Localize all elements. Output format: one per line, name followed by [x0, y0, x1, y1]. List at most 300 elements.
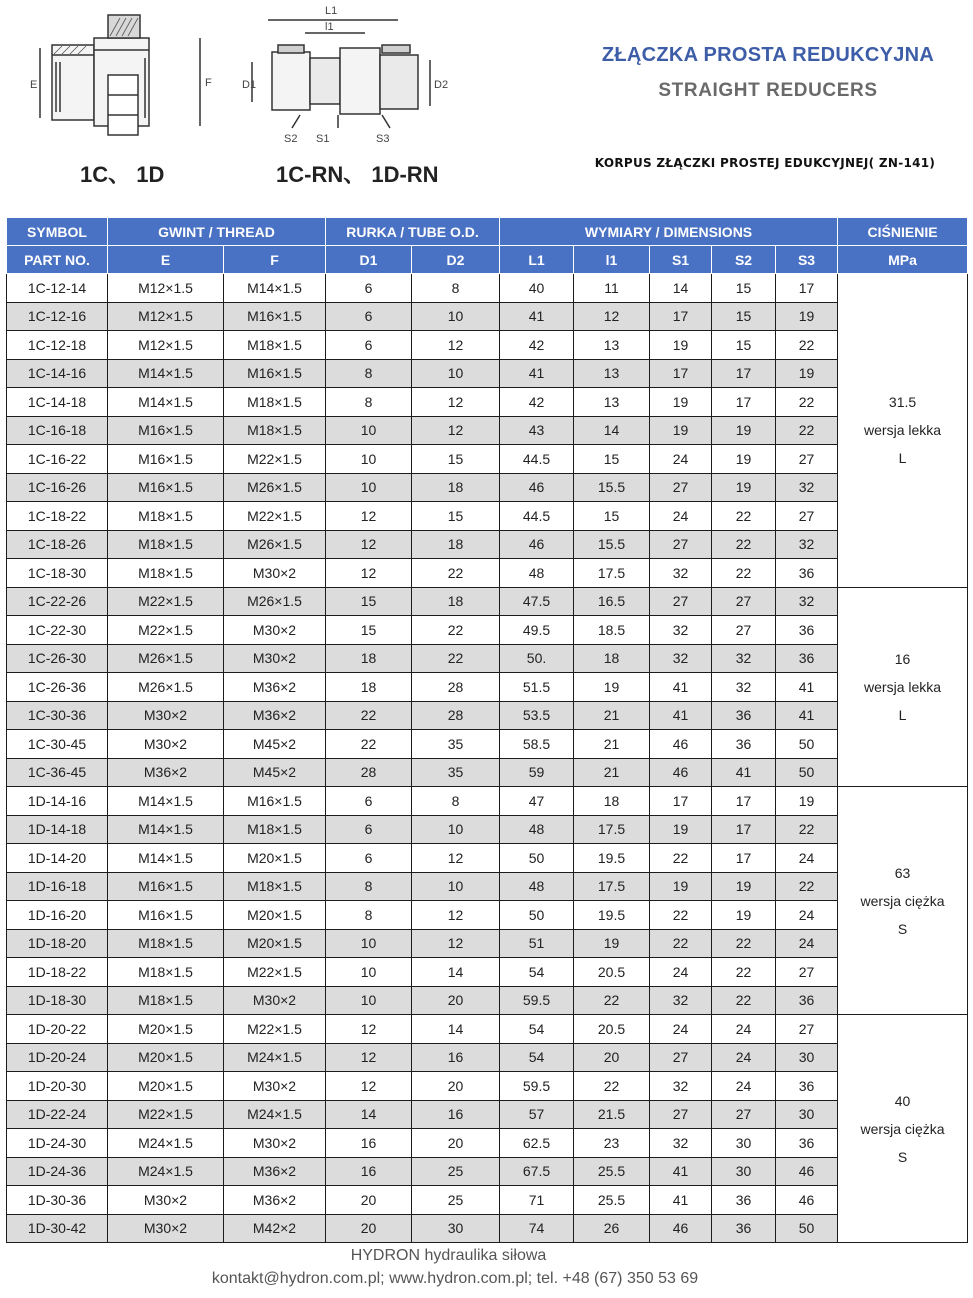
cell-d2: 12 [412, 929, 500, 958]
subtitle: KORPUS ZŁĄCZKI PROSTEJ EDUKCYJNEJ( ZN-141) [594, 156, 936, 170]
cell-l1-small: 20 [574, 1043, 650, 1072]
cell-l1-length: 44.5 [500, 445, 574, 474]
cell-l1-small: 13 [574, 359, 650, 388]
cell-part-no: 1C-36-45 [7, 758, 108, 787]
cell-s2: 15 [712, 331, 776, 360]
cell-s1: 46 [650, 1214, 712, 1243]
table-row [7, 901, 968, 930]
cell-thread-f: M14×1.5 [224, 274, 326, 303]
table-row [7, 559, 968, 588]
cell-d1: 18 [326, 673, 412, 702]
cell-part-no: 1C-18-26 [7, 530, 108, 559]
cell-thread-f: M20×1.5 [224, 901, 326, 930]
cell-part-no: 1C-12-18 [7, 331, 108, 360]
header-F: F [224, 246, 326, 274]
cell-l1-length: 54 [500, 1015, 574, 1044]
cell-l1-length: 42 [500, 331, 574, 360]
pressure-letter: L [898, 450, 907, 467]
drawing-label-1c-rn-1d-rn: 1C-RN、 1D-RN [276, 162, 439, 187]
pressure-mpa: 40 [894, 1092, 911, 1109]
cell-s3: 36 [776, 559, 838, 588]
table-row [7, 587, 968, 616]
dim-F-label: F [205, 77, 212, 89]
spec-table [6, 217, 968, 1243]
cell-l1-small: 15 [574, 445, 650, 474]
table-row [7, 986, 968, 1015]
cell-thread-f: M45×2 [224, 730, 326, 759]
table-row [7, 787, 968, 816]
cell-l1-small: 19.5 [574, 901, 650, 930]
cell-thread-f: M26×1.5 [224, 530, 326, 559]
header-L1: L1 [500, 246, 574, 274]
cell-thread-e: M24×1.5 [108, 1157, 224, 1186]
cell-l1-small: 23 [574, 1129, 650, 1158]
footer-company: HYDRON hydraulika siłowa [350, 1247, 547, 1264]
table-row [7, 844, 968, 873]
cell-l1-length: 41 [500, 359, 574, 388]
cell-l1-length: 59.5 [500, 1072, 574, 1101]
cell-s3: 50 [776, 758, 838, 787]
cell-s1: 19 [650, 815, 712, 844]
cell-s2: 19 [712, 872, 776, 901]
header-S1: S1 [650, 246, 712, 274]
cell-l1-small: 16.5 [574, 587, 650, 616]
cell-d2: 30 [412, 1214, 500, 1243]
cell-d1: 10 [326, 929, 412, 958]
cell-thread-f: M36×2 [224, 1157, 326, 1186]
cell-l1-length: 67.5 [500, 1157, 574, 1186]
cell-thread-e: M16×1.5 [108, 901, 224, 930]
table-row [7, 302, 968, 331]
cell-d1: 10 [326, 958, 412, 987]
cell-s2: 32 [712, 673, 776, 702]
pressure-version: wersja ciężka [860, 1120, 945, 1137]
cell-thread-f: M16×1.5 [224, 302, 326, 331]
cell-s1: 27 [650, 473, 712, 502]
cell-s1: 27 [650, 530, 712, 559]
cell-d1: 10 [326, 986, 412, 1015]
cell-l1-small: 20.5 [574, 1015, 650, 1044]
cell-d2: 22 [412, 559, 500, 588]
cell-d2: 14 [412, 1015, 500, 1044]
cell-s2: 27 [712, 587, 776, 616]
cell-thread-e: M26×1.5 [108, 644, 224, 673]
cell-s1: 27 [650, 1100, 712, 1129]
cell-thread-e: M30×2 [108, 1214, 224, 1243]
pressure-cell [838, 587, 968, 787]
cell-thread-f: M45×2 [224, 758, 326, 787]
cell-l1-small: 22 [574, 1072, 650, 1101]
cell-s3: 24 [776, 929, 838, 958]
table-row [7, 473, 968, 502]
pressure-cell [838, 274, 968, 588]
cell-l1-length: 71 [500, 1186, 574, 1215]
cell-d1: 12 [326, 559, 412, 588]
title-polish: ZŁĄCZKA PROSTA REDUKCYJNA [601, 44, 935, 66]
cell-thread-e: M12×1.5 [108, 302, 224, 331]
table-row [7, 331, 968, 360]
cell-thread-e: M16×1.5 [108, 445, 224, 474]
cell-l1-length: 48 [500, 815, 574, 844]
cell-part-no: 1D-18-22 [7, 958, 108, 987]
cell-s1: 27 [650, 587, 712, 616]
cell-thread-f: M30×2 [224, 986, 326, 1015]
cell-thread-f: M18×1.5 [224, 815, 326, 844]
table-row [7, 1043, 968, 1072]
header-tube: RURKA / TUBE O.D. [326, 218, 500, 246]
cell-l1-length: 41 [500, 302, 574, 331]
cell-s1: 19 [650, 416, 712, 445]
cell-thread-f: M30×2 [224, 559, 326, 588]
cell-s3: 36 [776, 616, 838, 645]
cell-s3: 22 [776, 815, 838, 844]
cell-part-no: 1C-22-26 [7, 587, 108, 616]
cell-s3: 27 [776, 502, 838, 531]
pressure-version: wersja lekka [864, 422, 942, 439]
cell-l1-length: 50 [500, 901, 574, 930]
cell-d2: 18 [412, 530, 500, 559]
header-pressure: CIŚNIENIE [838, 218, 968, 246]
drawing-label-1c-1d: 1C、 1D [80, 162, 165, 187]
cell-s2: 27 [712, 616, 776, 645]
cell-s1: 27 [650, 1043, 712, 1072]
cell-thread-e: M18×1.5 [108, 929, 224, 958]
header-mpa: MPa [838, 246, 968, 274]
cell-thread-e: M36×2 [108, 758, 224, 787]
cell-s3: 36 [776, 1129, 838, 1158]
dim-S2-label: S2 [284, 133, 298, 145]
cell-s3: 32 [776, 473, 838, 502]
header-D2: D2 [412, 246, 500, 274]
cell-d2: 16 [412, 1100, 500, 1129]
cell-s2: 36 [712, 730, 776, 759]
cell-d2: 16 [412, 1043, 500, 1072]
cell-s2: 19 [712, 901, 776, 930]
cell-l1-length: 46 [500, 530, 574, 559]
cell-l1-length: 57 [500, 1100, 574, 1129]
cell-s2: 36 [712, 1214, 776, 1243]
cell-s3: 24 [776, 844, 838, 873]
cell-d1: 20 [326, 1214, 412, 1243]
cell-thread-e: M22×1.5 [108, 587, 224, 616]
cell-thread-e: M14×1.5 [108, 388, 224, 417]
cell-s1: 14 [650, 274, 712, 303]
cell-l1-length: 44.5 [500, 502, 574, 531]
cell-s1: 19 [650, 388, 712, 417]
cell-l1-length: 58.5 [500, 730, 574, 759]
cell-s1: 32 [650, 559, 712, 588]
cell-d2: 25 [412, 1157, 500, 1186]
table-row [7, 1015, 968, 1044]
cell-s2: 22 [712, 986, 776, 1015]
cell-l1-length: 46 [500, 473, 574, 502]
cell-thread-e: M30×2 [108, 1186, 224, 1215]
cell-l1-length: 50 [500, 844, 574, 873]
cell-l1-small: 15 [574, 502, 650, 531]
cell-l1-small: 21 [574, 758, 650, 787]
footer-contact: kontakt@hydron.com.pl; www.hydron.com.pl; tel. +48 (67) 350 53 69 [211, 1270, 699, 1287]
cell-d1: 22 [326, 730, 412, 759]
cell-thread-e: M22×1.5 [108, 1100, 224, 1129]
cell-l1-length: 50. [500, 644, 574, 673]
cell-d1: 20 [326, 1186, 412, 1215]
cell-thread-f: M36×2 [224, 701, 326, 730]
cell-s2: 24 [712, 1072, 776, 1101]
cell-s1: 32 [650, 644, 712, 673]
cell-s1: 24 [650, 502, 712, 531]
cell-d2: 12 [412, 901, 500, 930]
table-row [7, 416, 968, 445]
cell-s3: 19 [776, 302, 838, 331]
cell-d1: 10 [326, 473, 412, 502]
table-row [7, 730, 968, 759]
cell-s3: 19 [776, 359, 838, 388]
cell-thread-e: M26×1.5 [108, 673, 224, 702]
cell-l1-small: 13 [574, 388, 650, 417]
cell-d1: 6 [326, 331, 412, 360]
cell-l1-small: 13 [574, 331, 650, 360]
cell-part-no: 1C-12-14 [7, 274, 108, 303]
cell-thread-f: M36×2 [224, 673, 326, 702]
cell-d2: 10 [412, 872, 500, 901]
cell-s1: 24 [650, 1015, 712, 1044]
cell-thread-e: M20×1.5 [108, 1043, 224, 1072]
pressure-mpa: 31.5 [888, 394, 917, 411]
cell-s3: 22 [776, 388, 838, 417]
cell-l1-small: 22 [574, 986, 650, 1015]
cell-s1: 17 [650, 787, 712, 816]
cell-l1-length: 51.5 [500, 673, 574, 702]
cell-d1: 15 [326, 587, 412, 616]
cell-d2: 8 [412, 787, 500, 816]
cell-s3: 30 [776, 1100, 838, 1129]
cell-thread-f: M42×2 [224, 1214, 326, 1243]
cell-s3: 46 [776, 1186, 838, 1215]
cell-d2: 12 [412, 388, 500, 417]
dim-S3-label: S3 [376, 133, 390, 145]
cell-s2: 19 [712, 473, 776, 502]
cell-s2: 32 [712, 644, 776, 673]
header-dimensions: WYMIARY / DIMENSIONS [500, 218, 838, 246]
cell-thread-f: M30×2 [224, 616, 326, 645]
cell-s3: 17 [776, 274, 838, 303]
cell-d2: 35 [412, 730, 500, 759]
cell-thread-e: M14×1.5 [108, 815, 224, 844]
cell-l1-small: 20.5 [574, 958, 650, 987]
cell-part-no: 1D-24-36 [7, 1157, 108, 1186]
cell-l1-length: 48 [500, 559, 574, 588]
cell-l1-small: 12 [574, 302, 650, 331]
table-row [7, 1072, 968, 1101]
cell-thread-e: M30×2 [108, 730, 224, 759]
cell-l1-length: 59.5 [500, 986, 574, 1015]
cell-d2: 12 [412, 331, 500, 360]
cell-s2: 24 [712, 1043, 776, 1072]
cell-thread-f: M36×2 [224, 1186, 326, 1215]
cell-l1-small: 17.5 [574, 559, 650, 588]
cell-s3: 22 [776, 872, 838, 901]
cell-l1-length: 47 [500, 787, 574, 816]
cell-d1: 28 [326, 758, 412, 787]
cell-s3: 22 [776, 331, 838, 360]
cell-thread-f: M18×1.5 [224, 872, 326, 901]
header-row-2 [7, 246, 968, 274]
table-row [7, 758, 968, 787]
cell-thread-e: M20×1.5 [108, 1015, 224, 1044]
cell-thread-e: M30×2 [108, 701, 224, 730]
cell-thread-e: M18×1.5 [108, 502, 224, 531]
cell-l1-length: 62.5 [500, 1129, 574, 1158]
cell-d1: 8 [326, 872, 412, 901]
cell-part-no: 1C-16-22 [7, 445, 108, 474]
cell-s1: 41 [650, 701, 712, 730]
cell-thread-e: M14×1.5 [108, 787, 224, 816]
cell-s1: 32 [650, 1072, 712, 1101]
cell-s2: 22 [712, 929, 776, 958]
header-l1: l1 [574, 246, 650, 274]
cell-d1: 6 [326, 815, 412, 844]
cell-part-no: 1D-30-42 [7, 1214, 108, 1243]
cell-part-no: 1D-18-30 [7, 986, 108, 1015]
cell-d1: 6 [326, 302, 412, 331]
header-D1: D1 [326, 246, 412, 274]
cell-part-no: 1C-26-36 [7, 673, 108, 702]
cell-d2: 35 [412, 758, 500, 787]
cell-part-no: 1C-18-30 [7, 559, 108, 588]
cell-part-no: 1D-20-30 [7, 1072, 108, 1101]
cell-d2: 15 [412, 502, 500, 531]
cell-part-no: 1D-30-36 [7, 1186, 108, 1215]
cell-s3: 50 [776, 730, 838, 759]
cell-s1: 41 [650, 673, 712, 702]
cell-l1-small: 19.5 [574, 844, 650, 873]
cell-s1: 24 [650, 445, 712, 474]
cell-l1-small: 25.5 [574, 1186, 650, 1215]
cell-s2: 27 [712, 1100, 776, 1129]
cell-s1: 41 [650, 1186, 712, 1215]
cell-thread-f: M24×1.5 [224, 1043, 326, 1072]
cell-l1-length: 53.5 [500, 701, 574, 730]
cell-l1-small: 17.5 [574, 815, 650, 844]
cell-d1: 6 [326, 844, 412, 873]
cell-s3: 27 [776, 958, 838, 987]
header-thread: GWINT / THREAD [108, 218, 326, 246]
cell-d2: 10 [412, 815, 500, 844]
cell-part-no: 1D-20-22 [7, 1015, 108, 1044]
cell-d1: 12 [326, 530, 412, 559]
cell-d2: 20 [412, 986, 500, 1015]
cell-s1: 22 [650, 844, 712, 873]
cell-s3: 24 [776, 901, 838, 930]
cell-s1: 22 [650, 929, 712, 958]
cell-s1: 32 [650, 1129, 712, 1158]
cell-part-no: 1C-18-22 [7, 502, 108, 531]
dim-L1-label: L1 [325, 5, 338, 17]
cell-l1-small: 15.5 [574, 530, 650, 559]
cell-thread-e: M20×1.5 [108, 1072, 224, 1101]
cell-s1: 19 [650, 872, 712, 901]
table-row [7, 958, 968, 987]
cell-part-no: 1C-16-26 [7, 473, 108, 502]
table-row [7, 359, 968, 388]
cell-s2: 22 [712, 530, 776, 559]
dim-D1-label: D1 [242, 79, 257, 91]
cell-l1-small: 21 [574, 730, 650, 759]
table-row [7, 1129, 968, 1158]
cell-l1-length: 59 [500, 758, 574, 787]
table-row [7, 502, 968, 531]
cell-s3: 46 [776, 1157, 838, 1186]
cell-d1: 15 [326, 616, 412, 645]
cell-thread-f: M30×2 [224, 644, 326, 673]
cell-d1: 22 [326, 701, 412, 730]
dim-E-label: E [30, 79, 38, 91]
table-row [7, 1186, 968, 1215]
cell-l1-small: 18 [574, 644, 650, 673]
table-row [7, 1157, 968, 1186]
cell-d2: 28 [412, 701, 500, 730]
cell-thread-e: M12×1.5 [108, 331, 224, 360]
cell-thread-f: M18×1.5 [224, 388, 326, 417]
pressure-mpa: 16 [894, 650, 911, 667]
table-row [7, 1100, 968, 1129]
cell-part-no: 1D-14-16 [7, 787, 108, 816]
cell-thread-f: M30×2 [224, 1072, 326, 1101]
cell-l1-length: 74 [500, 1214, 574, 1243]
cell-d2: 15 [412, 445, 500, 474]
cell-part-no: 1D-24-30 [7, 1129, 108, 1158]
pressure-cell [838, 787, 968, 1015]
cell-s3: 30 [776, 1043, 838, 1072]
cell-s3: 36 [776, 986, 838, 1015]
cell-s2: 17 [712, 388, 776, 417]
cell-s1: 19 [650, 331, 712, 360]
technical-drawings [20, 0, 460, 200]
cell-part-no: 1C-30-45 [7, 730, 108, 759]
table-row [7, 929, 968, 958]
cell-d1: 10 [326, 445, 412, 474]
cell-l1-small: 15.5 [574, 473, 650, 502]
cell-s1: 46 [650, 758, 712, 787]
cell-d2: 12 [412, 416, 500, 445]
pressure-letter: S [897, 920, 908, 937]
cell-part-no: 1C-22-30 [7, 616, 108, 645]
cell-s2: 22 [712, 958, 776, 987]
cell-s3: 50 [776, 1214, 838, 1243]
cell-l1-small: 25.5 [574, 1157, 650, 1186]
cell-s3: 22 [776, 416, 838, 445]
cell-l1-length: 49.5 [500, 616, 574, 645]
cell-s2: 41 [712, 758, 776, 787]
cell-thread-e: M18×1.5 [108, 958, 224, 987]
cell-s1: 17 [650, 359, 712, 388]
cell-l1-length: 54 [500, 958, 574, 987]
header-S3: S3 [776, 246, 838, 274]
header-symbol: SYMBOL [7, 218, 108, 246]
cell-s2: 17 [712, 844, 776, 873]
cell-s3: 36 [776, 644, 838, 673]
cell-s3: 19 [776, 787, 838, 816]
cell-s1: 32 [650, 616, 712, 645]
cell-part-no: 1C-16-18 [7, 416, 108, 445]
cell-thread-f: M20×1.5 [224, 844, 326, 873]
cell-d2: 25 [412, 1186, 500, 1215]
table-row [7, 388, 968, 417]
cell-l1-small: 19 [574, 673, 650, 702]
cell-d1: 16 [326, 1157, 412, 1186]
cell-d2: 10 [412, 359, 500, 388]
cell-thread-e: M16×1.5 [108, 473, 224, 502]
